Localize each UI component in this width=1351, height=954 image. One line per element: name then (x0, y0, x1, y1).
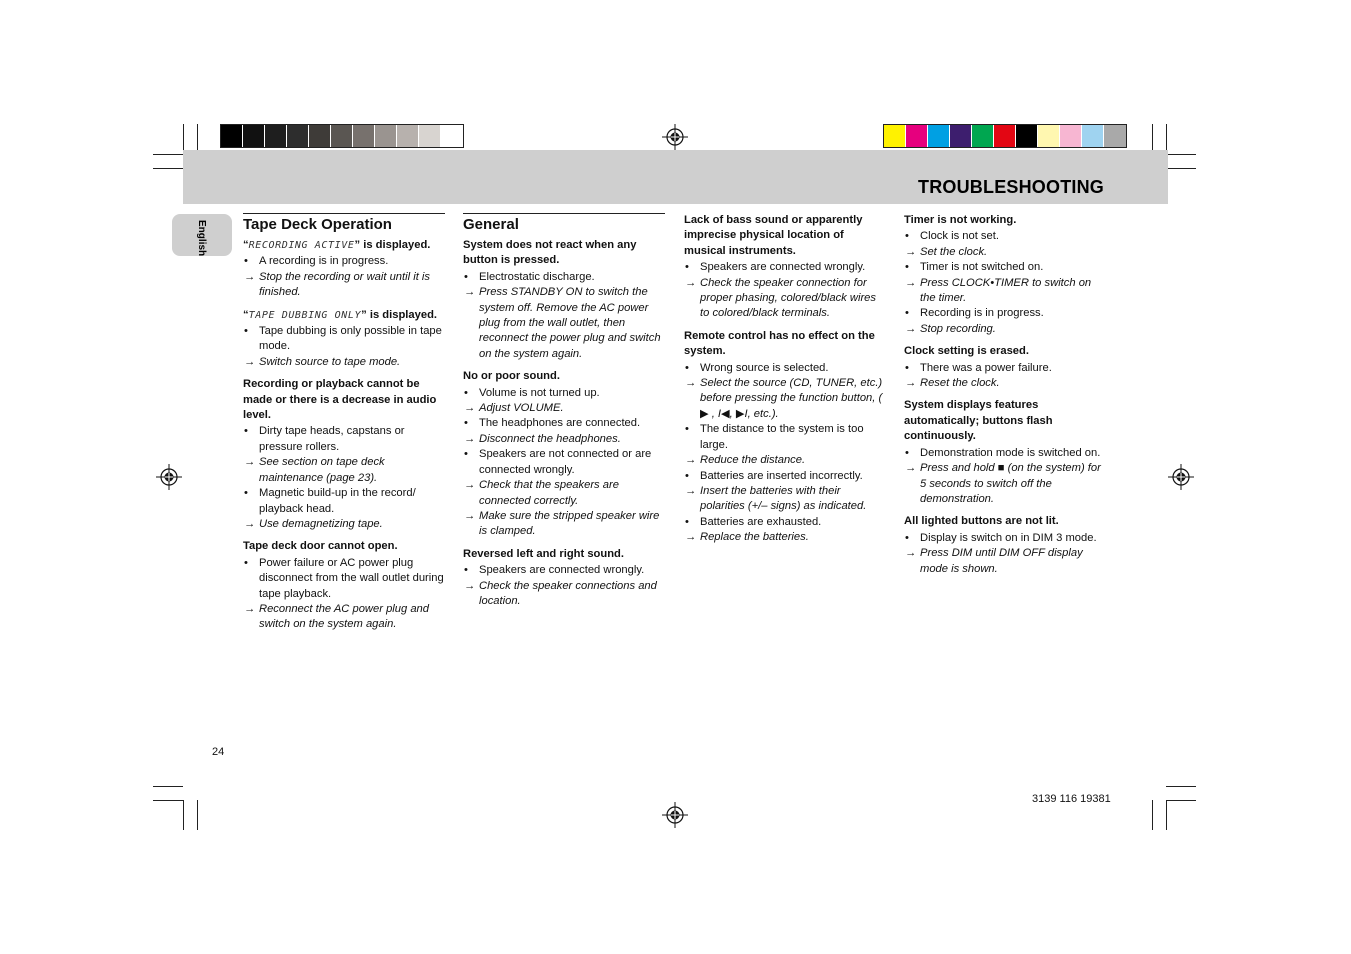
column-general (463, 213, 665, 616)
bullet-icon: • (685, 515, 689, 528)
problem-block (904, 398, 1106, 507)
section-rule (463, 213, 665, 214)
page-title: TROUBLESHOOTING (918, 177, 1104, 197)
arrow-icon: → (905, 245, 917, 258)
bullet-icon: • (905, 446, 909, 459)
crop-mark (153, 168, 185, 169)
solution-item (243, 455, 445, 486)
language-label: English (196, 220, 207, 257)
color-swatch (441, 125, 463, 147)
arrow-icon: → (685, 276, 697, 289)
cause-text: There was a power failure. (920, 361, 1052, 374)
color-swatch (221, 125, 243, 147)
solution-text: Replace the batteries. (700, 531, 809, 544)
crop-mark (153, 786, 183, 787)
registration-mark-icon (662, 124, 688, 150)
crop-mark (1152, 800, 1153, 830)
color-swatch (994, 125, 1016, 147)
crop-mark (1166, 168, 1196, 169)
color-swatch (1016, 125, 1038, 147)
problem-block (684, 329, 886, 546)
cause-item (463, 563, 665, 578)
cause-text: Wrong source is selected. (700, 361, 829, 374)
cause-text: Display is switch on in DIM 3 mode. (920, 531, 1097, 544)
color-swatch (1038, 125, 1060, 147)
solution-text: Check that the speakers are connected correctly. (479, 479, 619, 507)
color-swatch (309, 125, 331, 147)
cause-text: Recording is in progress. (920, 307, 1044, 320)
solution-text: Press and hold ■ (on the system) for 5 seconds to switch off the demonstration. (920, 462, 1101, 505)
arrow-icon: → (905, 462, 917, 475)
cause-item (904, 229, 1106, 244)
cause-item (684, 469, 886, 484)
problem-block (243, 238, 445, 301)
bullet-icon: • (905, 531, 909, 544)
color-swatch (419, 125, 441, 147)
document-code: 3139 116 19381 (1032, 793, 1111, 805)
arrow-icon: → (464, 402, 476, 415)
crop-mark (197, 800, 198, 830)
bullet-icon: • (244, 255, 248, 268)
arrow-icon: → (464, 432, 476, 445)
solution-text: See section on tape deck maintenance (page 23). (259, 456, 385, 484)
solution-item (463, 401, 665, 416)
color-swatch (331, 125, 353, 147)
cause-item (904, 306, 1106, 321)
section-rule (243, 213, 445, 214)
problem-block (243, 539, 445, 632)
color-swatch (906, 125, 928, 147)
solution-text: Disconnect the headphones. (479, 432, 621, 445)
cause-text: The distance to the system is too large. (700, 423, 864, 451)
cause-text: A recording is in progress. (259, 255, 389, 268)
cause-text: Volume is not turned up. (479, 386, 600, 399)
bullet-icon: • (464, 564, 468, 577)
color-swatch (265, 125, 287, 147)
arrow-icon: → (905, 322, 917, 335)
problem-block (243, 377, 445, 532)
crop-mark (153, 154, 185, 155)
cause-item (904, 446, 1106, 461)
column-timer-display (904, 213, 1106, 584)
color-swatch (928, 125, 950, 147)
solution-text: Use demagnetizing tape. (259, 517, 383, 530)
problem-heading: System does not react when any button is pressed. (463, 239, 637, 267)
problem-heading: All lighted buttons are not lit. (904, 515, 1059, 528)
cause-text: Magnetic build-up in the record/ playback head. (259, 487, 416, 515)
cause-item (684, 422, 886, 453)
arrow-icon: → (905, 547, 917, 560)
solution-item (684, 484, 886, 515)
solution-item (684, 376, 886, 422)
cause-item (684, 361, 886, 376)
crop-mark (153, 800, 183, 801)
arrow-icon: → (244, 602, 256, 615)
solution-item (684, 530, 886, 545)
problem-block (463, 369, 665, 539)
solution-item (243, 270, 445, 301)
bullet-icon: • (685, 423, 689, 436)
solution-item (243, 355, 445, 370)
solution-item (463, 509, 665, 540)
cause-text: Electrostatic discharge. (479, 270, 595, 283)
cause-item (243, 424, 445, 455)
bullet-icon: • (905, 261, 909, 274)
cause-item (463, 416, 665, 431)
registration-mark-icon (662, 802, 688, 828)
arrow-icon: → (905, 377, 917, 390)
problem-heading: Remote control has no effect on the system. (684, 329, 875, 358)
cause-text: Batteries are exhausted. (700, 515, 822, 528)
solution-item (684, 276, 886, 322)
cause-text: Speakers are connected wrongly. (700, 261, 866, 274)
solution-text: Reduce the distance. (700, 454, 806, 467)
problem-heading: Timer is not working. (904, 214, 1017, 226)
registration-mark-icon (156, 464, 182, 490)
cause-item (463, 447, 665, 478)
solution-item (243, 517, 445, 532)
color-swatch (243, 125, 265, 147)
column-tape-deck (243, 213, 445, 640)
bullet-icon: • (685, 361, 689, 374)
arrow-icon: → (685, 454, 697, 467)
solution-text: Adjust VOLUME. (479, 402, 564, 415)
cause-text: Speakers are not connected or are connected wrongly. (479, 448, 652, 476)
cause-item (243, 486, 445, 517)
cause-item (904, 531, 1106, 546)
problem-block (243, 308, 445, 371)
problem-heading: Tape deck door cannot open. (243, 540, 398, 553)
problem-heading: Clock setting is erased. (904, 345, 1029, 358)
problem-heading: Reversed left and right sound. (463, 547, 625, 560)
problem-heading: Lack of bass sound or apparently imprecise physical location of musical instruments. (684, 214, 863, 257)
crop-mark (1166, 786, 1196, 787)
lcd-display-text: TAPE DUBBING ONLY (248, 309, 362, 321)
cause-item (243, 556, 445, 602)
solution-text: Press STANDBY ON to switch the system off. Remove the AC power plug from the wall outlet, then reconnect the power plug and switch on the system again. (479, 286, 661, 360)
problem-heading-text: is displayed. (360, 239, 431, 251)
solution-text: Switch source to tape mode. (259, 355, 401, 368)
crop-mark (1166, 154, 1196, 155)
bullet-icon: • (905, 361, 909, 374)
header-band (183, 150, 1168, 204)
arrow-icon: → (464, 479, 476, 492)
solution-item (904, 245, 1106, 260)
problem-heading-text: is displayed. (366, 308, 438, 321)
cause-text: Power failure or AC power plug disconnect from the wall outlet during tape playback. (259, 556, 444, 600)
color-swatch (1082, 125, 1104, 147)
color-swatch (972, 125, 994, 147)
language-tab (172, 214, 232, 256)
arrow-icon: → (464, 509, 476, 522)
solution-text: Select the source (CD, TUNER, etc.) before pressing the function button, ( ▶ , I◀, ▶I, etc.). (700, 377, 883, 420)
cause-text: Clock is not set. (920, 230, 999, 243)
page-number: 24 (212, 746, 225, 758)
arrow-icon: → (464, 579, 476, 592)
solution-item (904, 376, 1106, 391)
solution-text: Reset the clock. (920, 377, 1000, 390)
color-swatch (884, 125, 906, 147)
problem-block (904, 344, 1106, 391)
bullet-icon: • (905, 307, 909, 320)
solution-text: Set the clock. (920, 245, 988, 258)
color-calibration-bar (883, 124, 1127, 148)
color-swatch (1060, 125, 1082, 147)
solution-text: Stop the recording or wait until it is finished. (259, 270, 431, 299)
bullet-icon: • (464, 386, 468, 399)
column-bass-remote (684, 213, 886, 553)
cause-text: Dirty tape heads, capstans or pressure rollers. (259, 425, 405, 453)
arrow-icon: → (685, 377, 697, 390)
cause-item (463, 270, 665, 285)
color-swatch (375, 125, 397, 147)
color-swatch (397, 125, 419, 147)
arrow-icon: → (244, 270, 256, 283)
solution-item (463, 579, 665, 610)
arrow-icon: → (905, 276, 917, 289)
solution-text: Check the speaker connections and location. (479, 579, 657, 607)
arrow-icon: → (244, 456, 256, 469)
solution-item (904, 546, 1106, 577)
solution-item (463, 478, 665, 509)
bullet-icon: • (464, 417, 468, 430)
arrow-icon: → (244, 355, 256, 368)
solution-text: Make sure the stripped speaker wire is clamped. (479, 509, 660, 538)
solution-item (243, 602, 445, 633)
solution-item (904, 322, 1106, 337)
problem-heading: “TAPE DUBBING ONLY” is displayed. (243, 308, 438, 321)
problem-block (684, 213, 886, 322)
arrow-icon: → (244, 517, 256, 530)
crop-mark (1166, 800, 1196, 801)
problem-heading: Recording or playback cannot be made or there is a decrease in audio level. (243, 378, 437, 422)
crop-mark (1166, 800, 1167, 830)
solution-text: Insert the batteries with their polarities (+/– signs) as indicated. (700, 484, 867, 513)
solution-item (463, 432, 665, 447)
cause-text: Speakers are connected wrongly. (479, 564, 645, 577)
problem-heading: No or poor sound. (463, 370, 560, 383)
cause-text: Tape dubbing is only possible in tape mode. (259, 325, 442, 353)
bullet-icon: • (685, 261, 689, 274)
section-title: General (463, 216, 519, 233)
crop-mark (183, 800, 184, 830)
solution-text: Reconnect the AC power plug and switch on the system again. (259, 602, 429, 631)
cause-item (684, 515, 886, 530)
solution-item (463, 285, 665, 362)
color-swatch (353, 125, 375, 147)
solution-item (904, 276, 1106, 307)
problem-block (904, 213, 1106, 337)
bullet-icon: • (244, 487, 248, 500)
grayscale-calibration-bar (220, 124, 464, 148)
problem-heading: “RECORDING ACTIVE” is displayed. (243, 239, 431, 251)
solution-text: Check the speaker connection for proper phasing, colored/black wires to colored/black terminals. (700, 276, 876, 320)
cause-item (243, 254, 445, 269)
arrow-icon: → (464, 286, 476, 299)
cause-item (684, 260, 886, 275)
color-swatch (1104, 125, 1126, 147)
bullet-icon: • (464, 270, 468, 283)
solution-text: Press CLOCK•TIMER to switch on the timer. (920, 276, 1092, 305)
cause-text: The headphones are connected. (479, 417, 641, 430)
problem-block (904, 514, 1106, 577)
lcd-display-text: RECORDING ACTIVE (248, 240, 355, 251)
solution-item (904, 461, 1106, 507)
solution-text: Press DIM until DIM OFF display mode is shown. (920, 547, 1083, 575)
arrow-icon: → (685, 531, 697, 544)
section-title: Tape Deck Operation (243, 216, 392, 233)
bullet-icon: • (685, 469, 689, 482)
registration-mark-icon (1168, 464, 1194, 490)
problem-heading: System displays features automatically; buttons flash continuously. (904, 399, 1053, 443)
cause-text: Demonstration mode is switched on. (920, 446, 1101, 459)
solution-text: Stop recording. (920, 322, 996, 335)
bullet-icon: • (464, 448, 468, 461)
color-swatch (287, 125, 309, 147)
cause-text: Timer is not switched on. (920, 261, 1044, 274)
arrow-icon: → (685, 484, 697, 497)
bullet-icon: • (244, 425, 248, 438)
color-swatch (950, 125, 972, 147)
problem-block (463, 238, 665, 362)
cause-item (904, 260, 1106, 275)
bullet-icon: • (244, 325, 248, 338)
problem-block (463, 547, 665, 610)
bullet-icon: • (905, 230, 909, 243)
bullet-icon: • (244, 556, 248, 569)
cause-text: Batteries are inserted incorrectly. (700, 469, 863, 482)
cause-item (463, 386, 665, 401)
cause-item (243, 324, 445, 355)
cause-item (904, 361, 1106, 376)
solution-item (684, 453, 886, 468)
